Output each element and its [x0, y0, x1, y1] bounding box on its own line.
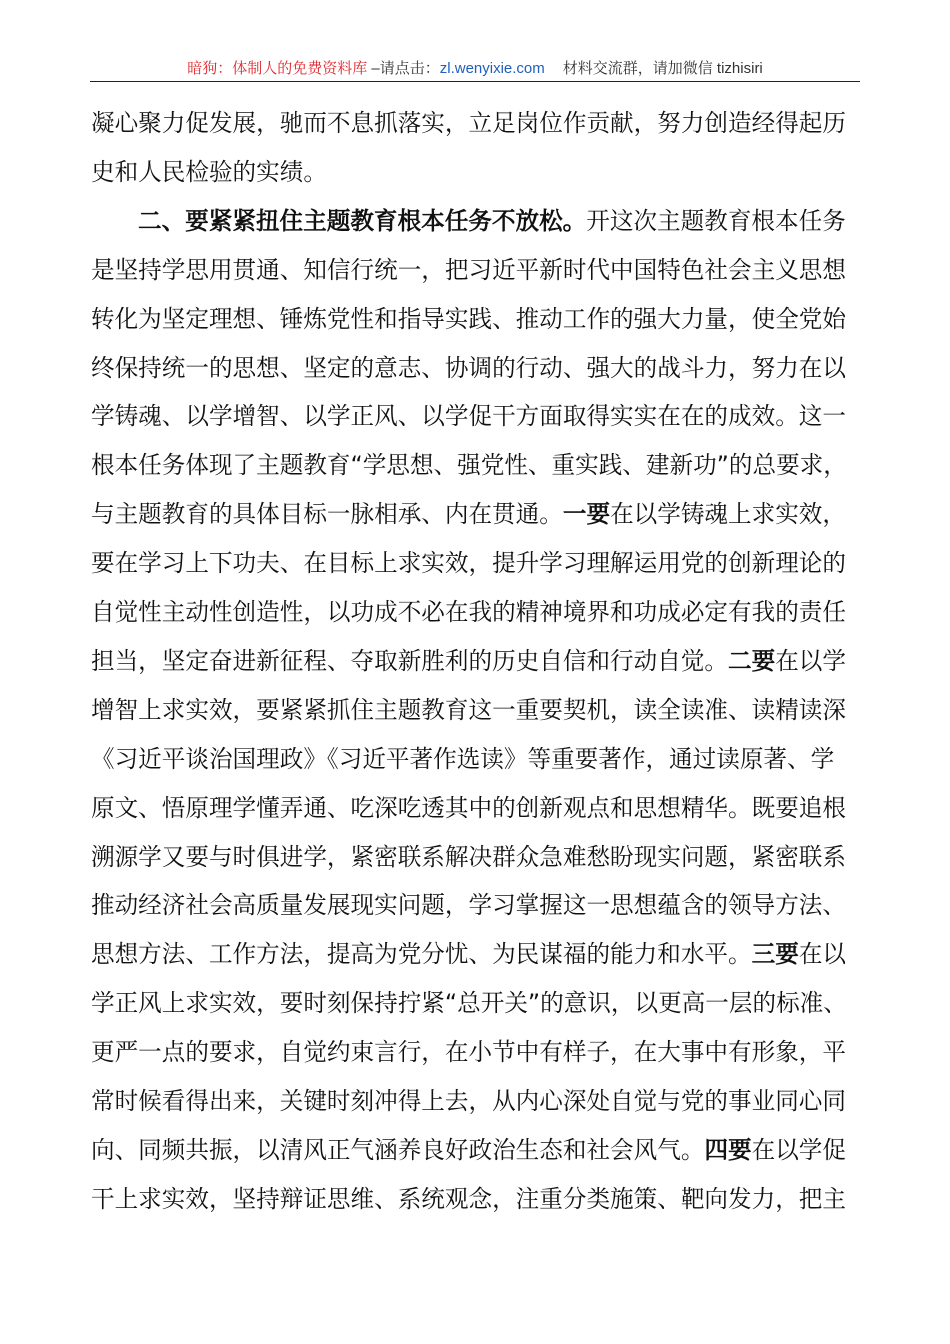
text-line: [91, 103, 861, 143]
text-segment: 转化为坚定理想、锤炼党性和指导实践、推动工作的强大力量，使全党始: [91, 304, 846, 333]
text-segment: 担当，坚定奋进新征程、夺取新胜利的历史自信和行动自觉。: [91, 646, 729, 675]
text-line: [91, 837, 861, 877]
text-segment: 要在学习上下功夫、在目标上求实效，提升学习理解运用党的创新理论的: [91, 549, 846, 578]
text-segment: 溯源学又要与时俱进学，紧密联系解决群众急难愁盼现实问题，紧密联系: [91, 842, 846, 871]
text-segment: 思想方法、工作方法，提高为党分忧、为民谋福的能力和水平。: [91, 940, 752, 969]
text-line: [138, 201, 861, 241]
text-line: [91, 592, 861, 632]
header-wechat-note: 材料交流群，请加微信 tizhisiri: [562, 60, 763, 77]
header-click-prompt: –请点击：: [367, 60, 440, 77]
text-segment: 学铸魂、以学增智、以学正风、以学促干方面取得实实在在的成效。这一: [91, 402, 846, 431]
bold-phrase: 一要: [562, 500, 611, 529]
text-line: [91, 739, 861, 779]
text-segment: 干上求实效，坚持辩证思维、系统观念，注重分类施策、靶向发力，把主: [91, 1184, 846, 1213]
text-line: [91, 934, 861, 974]
text-segment: 学正风上求实效，要时刻保持拧紧“总开关”的意识，以更高一层的标准、: [91, 989, 847, 1018]
text-line: [91, 1032, 861, 1072]
text-line: [91, 1081, 861, 1121]
text-line: [91, 885, 861, 925]
text-line: [91, 299, 861, 339]
header-divider: [90, 81, 860, 82]
text-segment: 在以学促: [751, 1135, 846, 1164]
text-line: [91, 641, 861, 681]
text-segment: 根本任务体现了主题教育“学思想、强党性、重实践、建新功”的总要求，: [91, 451, 847, 480]
text-line: [91, 1130, 861, 1170]
text-segment: 向、同频共振，以清风正气涵养良好政治生态和社会风气。: [91, 1135, 705, 1164]
text-segment: 原文、悟原理学懂弄通、吃深吃透其中的创新观点和思想精华。既要追根: [91, 793, 846, 822]
text-segment: 凝心聚力促发展，驰而不息抓落实，立足岗位作贡献，努力创造经得起历: [91, 109, 846, 137]
text-line: [91, 494, 861, 534]
text-line: [91, 543, 861, 583]
text-line: [91, 152, 861, 192]
bold-phrase: 二、要紧紧扭住主题教育根本任务不放松。: [138, 206, 587, 235]
text-segment: 在以: [798, 940, 846, 969]
text-segment: 常时候看得出来，关键时刻冲得上去，从内心深处自觉与党的事业同心同: [91, 1087, 846, 1115]
text-line: [91, 690, 861, 730]
header-url-link[interactable]: zl.wenyixie.com: [439, 60, 545, 77]
text-segment: 是坚持学思用贯通、知信行统一，把习近平新时代中国特色社会主义思想: [91, 255, 846, 284]
bold-phrase: 四要: [704, 1135, 752, 1164]
text-segment: 更严一点的要求，自觉约束言行，在小节中有样子，在大事中有形象，平: [91, 1038, 846, 1067]
text-line: [91, 445, 861, 485]
text-segment: 增智上求实效，要紧紧抓住主题教育这一重要契机，读全读准、读精读深: [91, 695, 846, 724]
text-segment: 推动经济社会高质量发展现实问题，学习掌握这一思想蕴含的领导方法、: [91, 891, 846, 920]
text-segment: 与主题教育的具体目标一脉相承、内在贯通。: [91, 500, 563, 529]
text-line: [91, 396, 861, 436]
text-segment: 开这次主题教育根本任务: [586, 206, 846, 235]
text-segment: 在以学: [775, 646, 846, 675]
text-line: [91, 788, 861, 828]
text-line: [91, 983, 861, 1023]
text-segment: 《习近平谈治国理政》《习近平著作选读》等重要著作，通过读原著、学: [91, 744, 835, 773]
text-line: [91, 1179, 861, 1219]
text-segment: 自觉性主动性创造性，以功成不必在我的精神境界和功成必定有我的责任: [91, 598, 846, 626]
page-header: [90, 56, 860, 82]
text-segment: 史和人民检验的实绩。: [91, 157, 327, 186]
bold-phrase: 三要: [751, 940, 799, 969]
text-line: [91, 250, 861, 290]
text-line: [91, 348, 861, 388]
text-segment: 在以学铸魂上求实效，: [610, 500, 846, 529]
bold-phrase: 二要: [728, 646, 776, 675]
text-segment: 终保持统一的思想、坚定的意志、协调的行动、强大的战斗力，努力在以: [91, 353, 846, 382]
header-site-name: 暗狗：体制人的免费资料库: [187, 60, 368, 77]
